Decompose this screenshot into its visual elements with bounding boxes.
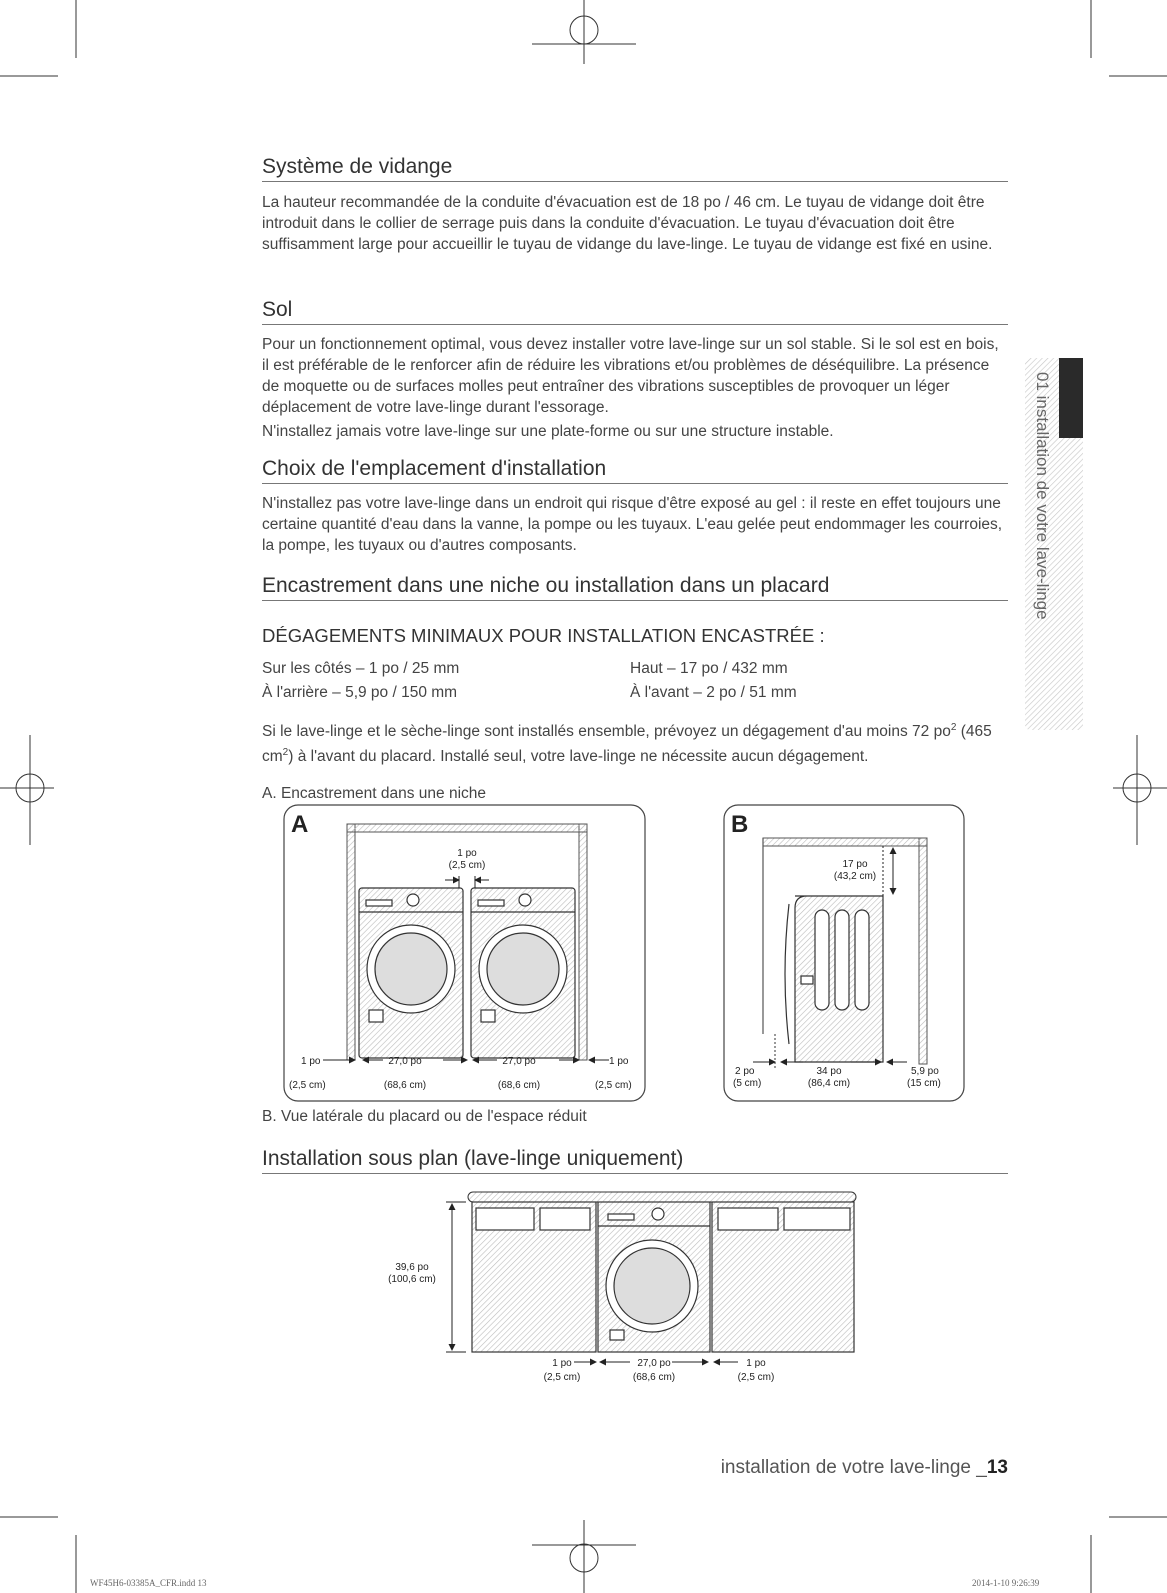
dim-a-label: (68,6 cm) [383,1080,427,1091]
dim-a-label: 1 po [301,1056,321,1067]
clearances-heading: DÉGAGEMENTS MINIMAUX POUR INSTALLATION ENCASTRÉE : [262,625,825,646]
note-text-2: (465 cm [262,723,992,766]
drain-paragraph: La hauteur recommandée de la conduite d'évacuation est de 18 po / 46 cm. Le tuyau de vidange doit être introduit dans le collier de serrage puis dans la conduite d'évacuation. Le tuyau d'évacuation doit être suffisamment large pour accueillir le tuyau de vidange du lave-linge. Le tuyau de vidange est fixé en usine. [262,194,993,253]
dim-a-label: 27,0 po [502,1056,536,1067]
dim-a-label: 27,0 po [388,1056,422,1067]
floor-paragraph-2: N'installez jamais votre lave-linge sur une plate-forme ou sur une structure instable. [262,423,834,440]
section-title-alcove: Encastrement dans une niche ou installation dans un placard [262,572,1008,601]
note-sup-2: 2 [282,747,289,759]
clearance-front: À l'avant – 2 po / 51 mm [630,684,797,701]
alcove-wall-right [579,824,587,1060]
washer-left [359,888,463,1058]
alcove-top [347,824,587,832]
figure-label-a: A [291,811,309,838]
dim-a-label: (68,6 cm) [497,1080,541,1091]
dim-b-label: 34 po [816,1066,842,1077]
chapter-tab-label: 01 installation de votre lave-linge [1033,372,1052,620]
dim-a-label: (2,5 cm) [595,1080,632,1091]
note-text-3: ) à l'avant du placard. Installé seul, votre lave-linge ne nécessite aucun dégagement. [288,748,869,766]
slug-filename: WF45H6-03385A_CFR.indd 13 [90,1578,207,1588]
alcove-note [262,717,1008,767]
dim-b-label: 2 po [735,1066,755,1077]
dim-c-label: (2,5 cm) [543,1372,581,1383]
washer-side [785,896,883,1062]
location-text [262,493,1008,556]
closet-top [763,838,927,846]
alcove-wall-left [347,824,355,1060]
dim-c-label: 27,0 po [637,1358,671,1369]
dim-b-top-po: 17 po [842,859,868,870]
washer-right [471,888,575,1058]
caption-alcove-a: A. Encastrement dans une niche [262,785,487,802]
dim-a-label: 1 po [609,1056,629,1067]
note-sup-1: 2 [950,722,957,733]
dim-a-label: (2,5 cm) [289,1080,326,1091]
dim-a-top-cm: (2,5 cm) [448,860,486,871]
dim-b-top-cm: (43,2 cm) [833,871,877,882]
figure-alcove-a [283,804,647,1104]
dim-c-height-po: 39,6 po [395,1262,429,1273]
note-text-1: Si le lave-linge et le sèche-linge sont installés ensemble, prévoyez un dégagement d'au moins 72 po [262,723,951,741]
dim-a-top-po: 1 po [457,848,477,859]
section-title-undercounter: Installation sous plan (lave-linge uniquement) [262,1145,1008,1174]
clearance-sides: Sur les côtés – 1 po / 25 mm [262,660,460,677]
floor-paragraph-1: Pour un fonctionnement optimal, vous devez installer votre lave-linge sur un sol stable. Si le sol est en bois, il est préférable de le renforcer afin de réduire les vibrations et/ou problèmes de déséquilibre. La présence de moquette ou de surfaces molles peut entraîner des vibrations susceptibles de provoquer un léger déplacement de votre lave-linge durant l'essorage. [262,336,999,416]
page-number: 13 [986,1457,1008,1478]
section-title-location: Choix de l'emplacement d'installation [262,455,1008,484]
figure-undercounter [382,1190,872,1410]
dim-b-label: (86,4 cm) [807,1078,851,1089]
footer-title-text: installation de votre lave-linge _ [720,1457,987,1478]
countertop [468,1192,856,1202]
location-paragraph: N'installez pas votre lave-linge dans un endroit qui risque d'être exposé au gel : il reste en effet toujours une certaine quantité d'eau dans la vanne, la pompe ou les tuyaux. L'eau gelée peut endommager les courroies, la pompe, les tuyaux ou d'autres composants. [262,495,1003,554]
dim-c-label: (2,5 cm) [737,1372,775,1383]
clearance-rear: À l'arrière – 5,9 po / 150 mm [262,684,458,701]
washer-undercounter [598,1202,710,1352]
dim-b-label: (5 cm) [733,1078,762,1089]
clearance-top: Haut – 17 po / 432 mm [630,660,788,677]
slug-timestamp: 2014-1-10 9:26:39 [972,1578,1040,1588]
alcove-note-paragraph [262,717,1008,767]
figure-side-view-b [723,804,967,1104]
section-title-floor: Sol [262,296,1008,325]
floor-text [262,334,1008,442]
drain-text [262,192,1008,255]
dim-b-label: (15 cm) [907,1078,941,1089]
closet-back-wall [919,838,927,1064]
section-title-drain: Système de vidange [262,153,1008,182]
dim-c-height-cm: (100,6 cm) [388,1274,436,1285]
dim-c-label: 1 po [552,1358,572,1369]
dim-b-label: 5,9 po [911,1066,939,1077]
figure-label-b: B [731,811,749,838]
caption-side-view-b: B. Vue latérale du placard ou de l'espace réduit [262,1108,587,1125]
dim-c-label: 1 po [746,1358,766,1369]
dim-c-label: (68,6 cm) [632,1372,676,1383]
footer-title [721,1457,1008,1479]
